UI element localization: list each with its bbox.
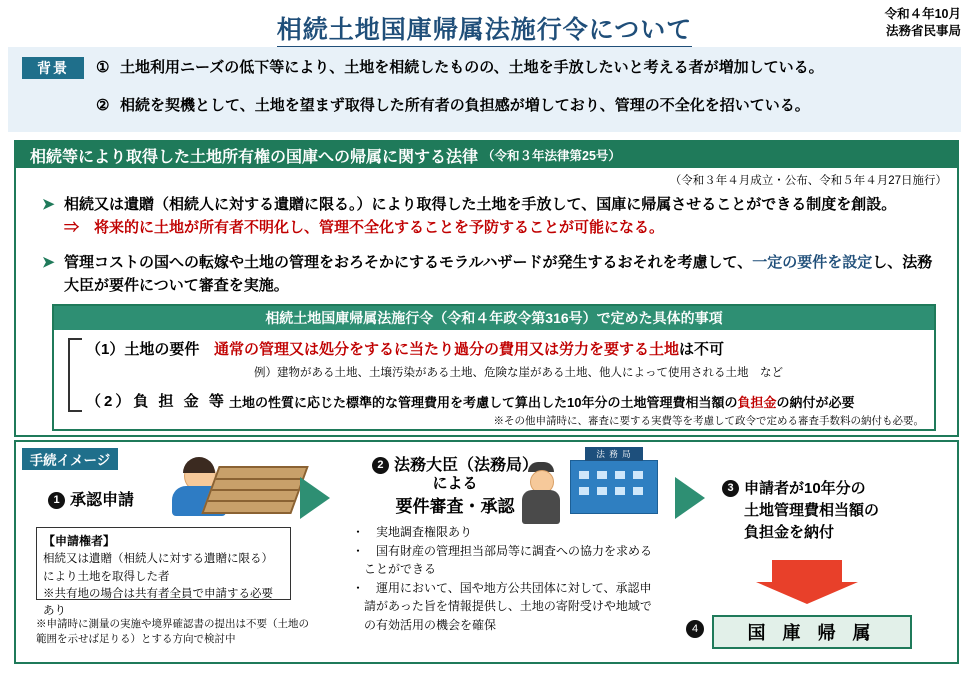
background-item-1-number: ① (96, 59, 110, 76)
page-title-text: 相続土地国庫帰属法施行令について (277, 16, 693, 49)
law-bullet-1-text: 相続又は遺贈（相続人に対する遺贈に限る。）により取得した土地を手放して、国庫に帰属させることができる制度を創設。 (64, 196, 897, 213)
step-1-title (48, 487, 134, 510)
requirement-2-post: の納付が必要 (776, 395, 855, 410)
step-2-number: 2 (372, 457, 389, 474)
requirement-1-example: 例）建物がある土地、土壌汚染がある土地、危険な崖がある土地、他人によって使用される土地 など (254, 367, 783, 379)
law-date-note: （令和３年４月成立・公布、令和５年４月27日施行） (669, 175, 947, 187)
building-window-icon (633, 471, 643, 479)
applicant-box-title: 【申請権者】 (43, 534, 116, 548)
person-hair-icon (183, 457, 215, 473)
land-illustration (201, 466, 308, 514)
step-2-label: 法務大臣（法務局） (393, 457, 538, 474)
down-arrow-icon (772, 560, 842, 582)
requirement-1-black: は不可 (679, 341, 725, 358)
step-3-line1: 申請者が10年分の (744, 480, 866, 497)
land-furrow-icon (208, 500, 295, 502)
background-item-2-number: ② (96, 97, 110, 114)
step-4-number: 4 (686, 620, 704, 638)
background-item-2 (96, 95, 810, 116)
spec-box (52, 304, 936, 431)
applicant-box-line-1: 相続又は遺贈（相続人に対する遺贈に限る） (43, 553, 273, 566)
background-item-1 (96, 57, 824, 78)
list-item: ・ 実地調査権限あり (352, 525, 473, 539)
requirement-2-note: ※その他申請時に、審査に要する実費等を考慮して政令で定める審査手数料の納付も必要。 (493, 415, 924, 427)
national-treasury-result: 国 庫 帰 属 (712, 615, 912, 649)
background-item-1-text: 土地利用ニーズの低下等により、土地を相続したものの、土地を手放したいと考える者が増加している。 (120, 59, 824, 76)
ministry-sign: 法 務 局 (585, 447, 643, 461)
applicant-info-box (36, 527, 291, 617)
law-box (14, 140, 959, 437)
law-bullet-2-pre: 管理コストの国への転嫁や土地の管理をおろそかにするモラルハザードが発生するおそれを考慮して、 (64, 254, 753, 271)
list-item: ・ 国有財産の管理担当部局等に調査への協力を求めることができる (352, 543, 653, 577)
applicant-box-line-2: により土地を取得した者 (43, 570, 170, 583)
requirement-2-text (229, 392, 855, 411)
building-window-icon (633, 487, 643, 495)
background-label: 背景 (22, 57, 84, 79)
page-title (0, 10, 969, 46)
requirement-2-pre: 土地の性質に応じた標準的な管理費用を考慮して算出した10年分の土地管理費相当額の (229, 395, 738, 410)
background-item-2-text: 相続を契機として、土地を望まず取得した所有者の負担感が増しており、管理の不全化を招いている。 (120, 97, 810, 114)
step-3-title (722, 478, 937, 543)
law-bullet-1 (42, 194, 934, 239)
land-furrow-icon (212, 489, 299, 491)
date-line-2: 法務省民事局 (885, 23, 961, 38)
flow-arrow-2-icon (675, 477, 705, 519)
date-line-1: 令和４年10月 (884, 7, 961, 21)
step-2-sub2: 要件審査・承認 (395, 497, 515, 516)
requirement-2-label: （2）負 担 金 等 (86, 393, 227, 410)
building-window-icon (579, 471, 589, 479)
requirement-1-text (214, 338, 724, 359)
requirement-1-red: 通常の管理又は処分をするに当たり過分の費用又は労力を要する土地 (214, 341, 680, 358)
law-bullet-2-emphasis: 一定の要件を設定 (752, 254, 873, 271)
law-heading (16, 142, 957, 168)
building-window-icon (579, 487, 589, 495)
law-bullet-2 (42, 252, 934, 297)
building-window-icon (597, 487, 607, 495)
building-window-icon (615, 487, 625, 495)
flow-arrow-1-icon (300, 477, 330, 519)
step-2-sub: による (432, 475, 478, 492)
step-1-number: 1 (48, 492, 65, 509)
building-window-icon (615, 471, 625, 479)
spec-heading: 相続土地国庫帰属法施行令（令和４年政令第316号）で定めた具体的事項 (54, 306, 934, 330)
list-item: ・ 運用において、国や地方公共団体に対して、承認申請があった旨を情報提供し、土地の寄附受けや地域での有効活用の機会を確保 (352, 580, 652, 632)
law-bullet-1-red: ⇒ 将来的に土地が所有者不明化し、管理不全化することを予防することが可能になる。 (64, 218, 665, 236)
requirement-bracket (68, 338, 82, 412)
applicant-box-line-3: ※共有地の場合は共有者全員で申請する必要あり (43, 587, 273, 617)
review-detail-list (352, 523, 662, 635)
law-heading-main: 相続等により取得した土地所有権の国庫への帰属に関する法律 (30, 148, 479, 166)
applicant-note: ※申請時に測量の実施や境界確認書の提出は不要（土地の範囲を示せば足りる）とする方向で検討中 (36, 618, 309, 646)
building-window-icon (597, 471, 607, 479)
requirement-2-red: 負担金 (737, 395, 777, 410)
step-3-line2: 土地管理費相当額の (744, 501, 880, 519)
procedure-label: 手続イメージ (22, 448, 118, 470)
ministry-building-illustration (570, 449, 658, 514)
step-3-line3: 負担金を納付 (744, 523, 835, 541)
requirement-1-label: （1）土地の要件 (86, 341, 200, 358)
land-furrow-icon (216, 478, 303, 480)
step-3-number: 3 (722, 480, 739, 497)
law-bullet-2-post: し、法務大臣が要件について審査を実施。 (64, 254, 933, 294)
step-1-label: 承認申請 (70, 492, 135, 509)
arrow-bullet-icon: ➤ (42, 196, 55, 213)
arrow-bullet-icon: ➤ (42, 254, 55, 271)
law-heading-sub: （令和３年法律第25号） (482, 149, 621, 163)
